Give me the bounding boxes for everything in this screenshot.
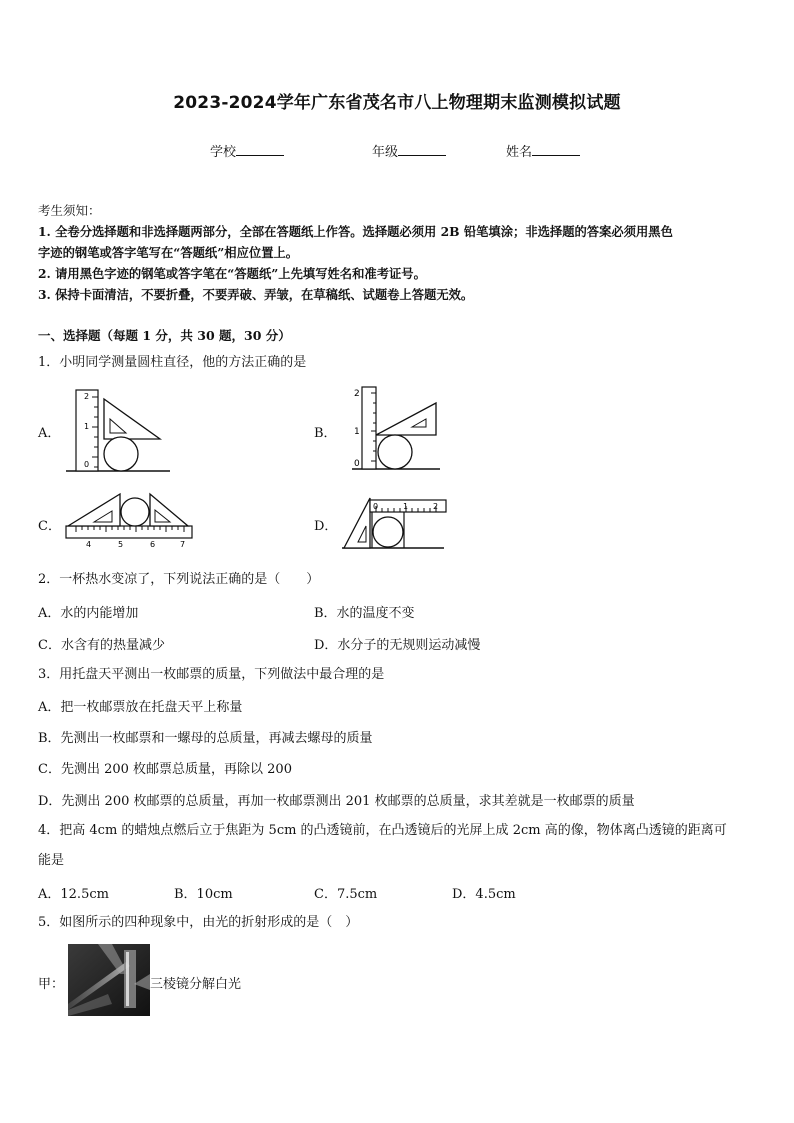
ruler-d-tick-2: 2	[433, 502, 439, 511]
q3-stem: 3．用托盘天平测出一枚邮票的质量，下列做法中最合理的是	[38, 667, 385, 682]
q3-option-b[interactable]: B．先测出一枚邮票和一螺母的总质量，再减去螺母的质量	[38, 731, 373, 746]
notice-item-1: 1. 全卷分选择题和非选择题两部分，全部在答题纸上作答。选择题必须用 2B 铅笔填涂；非选择题的答案必须用黑色	[38, 224, 673, 239]
figure-d	[340, 492, 452, 554]
ruler-c-tick-4: 4	[86, 540, 92, 549]
q4-option-b[interactable]: B．10cm	[174, 887, 233, 902]
ruler-b-tick-1: 1	[354, 427, 360, 437]
q4-stem-cont: 能是	[38, 853, 65, 868]
school-label: 学校	[210, 145, 237, 160]
q2-option-b[interactable]: B．水的温度不变	[314, 606, 415, 621]
q4-option-a[interactable]: A．12.5cm	[38, 887, 109, 902]
notice-item-1-cont: 字迹的钢笔或答字笔写在“答题纸”相应位置上。	[38, 245, 299, 260]
ruler-c-tick-5: 5	[118, 540, 124, 549]
ruler-b-tick-2: 2	[354, 389, 360, 399]
q4-option-d[interactable]: D．4.5cm	[452, 887, 516, 902]
ruler-c-tick-6: 6	[150, 540, 156, 549]
figure-a	[64, 385, 174, 475]
notice-heading: 考生须知：	[38, 203, 101, 218]
name-blank[interactable]	[532, 142, 580, 156]
q2-option-a[interactable]: A．水的内能增加	[38, 606, 139, 621]
q3-option-d[interactable]: D．先测出 200 枚邮票的总质量，再加一枚邮票测出 201 枚邮票的总质量，求其差就是一枚邮票的质量	[38, 794, 635, 809]
school-field[interactable]	[210, 141, 284, 160]
q1-option-d-label[interactable]: D．	[314, 519, 338, 534]
figure-c	[62, 490, 197, 552]
ruler-d-tick-0: 0	[373, 502, 379, 511]
school-blank[interactable]	[236, 142, 284, 156]
figure-b	[340, 383, 450, 473]
q5-stem: 5．如图所示的四种现象中，由光的折射形成的是（ ）	[38, 915, 359, 930]
q3-option-a[interactable]: A．把一枚邮票放在托盘天平上称量	[38, 700, 243, 715]
q1-option-c-label[interactable]: C．	[38, 519, 61, 534]
grade-label: 年级	[372, 145, 399, 160]
q1-option-b-label[interactable]: B．	[314, 426, 337, 441]
section-heading: 一、选择题（每题 1 分，共 30 题，30 分）	[38, 328, 291, 343]
notice-item-3: 3. 保持卡面清洁，不要折叠，不要弄破、弄皱，在草稿纸、试题卷上答题无效。	[38, 287, 474, 302]
ruler-a-tick-1: 1	[84, 422, 90, 431]
ruler-b-tick-0: 0	[354, 459, 360, 469]
grade-field[interactable]	[372, 141, 446, 160]
prism-photo	[68, 944, 150, 1016]
q5-caption: 三棱镜分解白光	[150, 977, 242, 992]
q2-option-c[interactable]: C．水含有的热量减少	[38, 638, 165, 653]
notice-item-2: 2. 请用黑色字迹的钢笔或答字笔在“答题纸”上先填写姓名和准考证号。	[38, 266, 426, 281]
q1-stem: 1．小明同学测量圆柱直径，他的方法正确的是	[38, 355, 307, 370]
ruler-a-tick-2: 2	[84, 392, 90, 401]
ruler-a-tick-0: 0	[84, 460, 90, 469]
q2-option-d[interactable]: D．水分子的无规则运动减慢	[314, 638, 481, 653]
q5-label-jia: 甲：	[38, 977, 65, 992]
ruler-c-tick-7: 7	[180, 540, 186, 549]
name-field[interactable]	[506, 141, 580, 160]
grade-blank[interactable]	[398, 142, 446, 156]
q4-option-c[interactable]: C．7.5cm	[314, 887, 378, 902]
ruler-d-tick-1: 1	[403, 502, 409, 511]
q1-option-a-label[interactable]: A．	[38, 426, 61, 441]
q3-option-c[interactable]: C．先测出 200 枚邮票总质量，再除以 200	[38, 762, 292, 777]
q4-stem: 4．把高 4cm 的蜡烛点燃后立于焦距为 5cm 的凸透镜前，在凸透镜后的光屏上成 2cm 高的像，物体离凸透镜的距离可	[38, 823, 727, 838]
page-title: 2023-2024学年广东省茂名市八上物理期末监测模拟试题	[173, 93, 621, 113]
q2-stem: 2．一杯热水变凉了，下列说法正确的是（ ）	[38, 572, 320, 587]
name-label: 姓名	[506, 145, 533, 160]
